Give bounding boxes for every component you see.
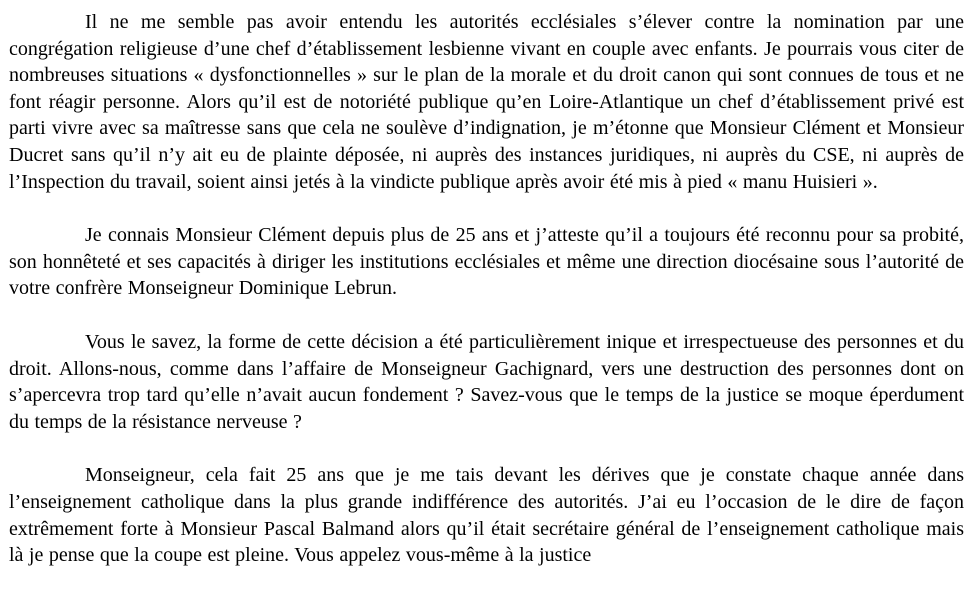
paragraph-2: Je connais Monsieur Clément depuis plus de 25 ans et j’atteste qu’il a toujours été reconnu pour sa probité, son honnêteté et ses capacités à diriger les institutions ecclésiales et même une direction diocésaine sous l’autorité de votre confrère Monseigneur Dominique Lebrun. [9,224,964,300]
paragraph-4: Monseigneur, cela fait 25 ans que je me tais devant les dérives que je constate chaque année dans l’enseignement catholique dans la plus grande indifférence des autorités. J’ai eu l’occasion de le dire de façon extrêmement forte à Monsieur Pascal Balmand alors qu’il était secrétaire général de l’enseignement catholique mais là je pense que la coupe est pleine. Vous appelez vous-même à la justice [9,464,964,567]
paragraph-3: Vous le savez, la forme de cette décision a été particulièrement inique et irrespectueuse des personnes et du droit. Allons-nous, comme dans l’affaire de Monseigneur Gachignard, vers une destruction des personnes dont on s’apercevra trop tard qu’elle n’avait aucun fondement ? Savez-vous que le temps de la justice se moque éperdument du temps de la résistance nerveuse ? [9,330,964,433]
paragraph-1: Il ne me semble pas avoir entendu les autorités ecclésiales s’élever contre la nomination par une congrégation religieuse d’une chef d’établissement lesbienne vivant en couple avec enfants. Je pourrais vous citer de nombreuses situations « dysfonctionnelles » sur le plan de la morale et du droit canon qui sont connues de tous et ne font réagir personne. Alors qu’il est de notoriété publique qu’en Loire-Atlantique un chef d’établissement privé est parti vivre avec sa maîtresse sans que cela ne soulève d’indignation, je m’étonne que Monsieur Clément et Monsieur Ducret sans qu’il n’y ait eu de plainte déposée, ni auprès des instances juridiques, ni auprès du CSE, ni auprès de l’Inspection du travail, soient ainsi jetés à la vindicte publique après avoir été mis à pied « manu Huisieri ». [9,11,964,193]
